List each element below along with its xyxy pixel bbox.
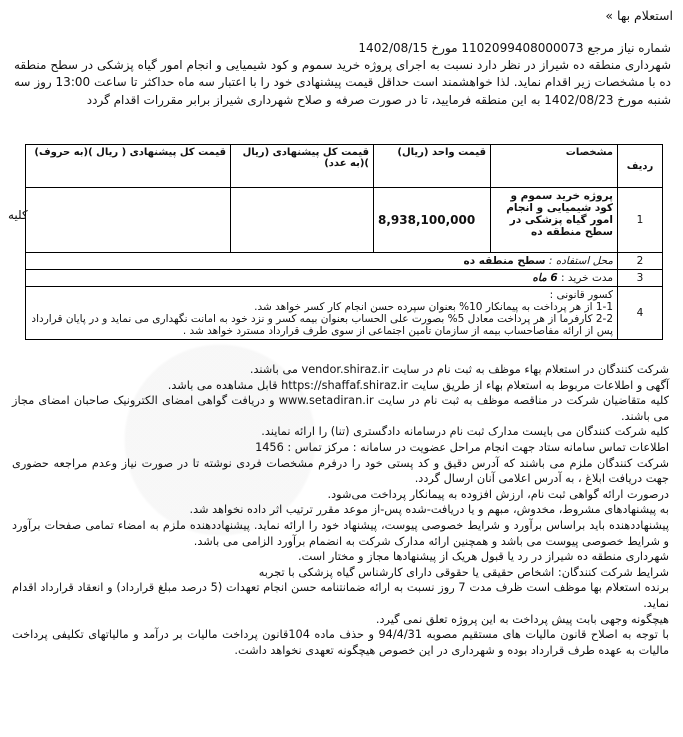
- conditions-list: [12, 362, 669, 658]
- usage-location-label: محل استفاده :: [548, 255, 613, 267]
- condition-item: با توجه به اصلاح قانون مالیات های مستقیم مصوبه 94/4/31 و حذف ماده 104قانون پرداخت مالیات بر درآمد و مالیاتهای تکلیفی پرداخت مالیات به عهده طرف قرارداد بوده و شهرداری در این خصوص هیچگونه تعهدی نخواهد داشت.: [12, 628, 669, 657]
- breadcrumb[interactable]: استعلام بها »: [605, 8, 673, 23]
- condition-item: هیچگونه وجهی بابت پیش پرداخت به این پروژه تعلق نمی گیرد.: [375, 612, 669, 626]
- total-numeric-cell[interactable]: [231, 188, 374, 253]
- condition-item: شهرداری منطقه ده شیراز در رد یا قبول هریک از پیشنهادها مجاز و مختار است.: [298, 550, 669, 564]
- intro-text: شهرداری منطقه ده شیراز در نظر دارد نسبت به اجرای پروژه خرید سموم و کود شیمیایی و انجام امور گیاه پزشکی در سطح منطقه ده با مشخصات زیر اقدام نماید. لذا خواهشمند است حداقل قیمت پیشنهادی خود را با اعتبار سه ماه حداکثر تا ساعت 13:00 روز سه شنبه مورخ 1402/08/23 به این منطقه فرمایید، تا در صورت صرفه و صلاح شهرداری شیراز برابر مقررات اقدام گردد: [14, 58, 671, 107]
- purchase-duration: [26, 270, 618, 287]
- header-total-numeric: قیمت کل پیشنهادی (ریال )(به عدد): [231, 145, 374, 188]
- usage-location-value: سطح منطقه ده: [463, 255, 546, 267]
- header-total-words: قیمت کل پیشنهادی ( ریال )(به حروف): [26, 145, 231, 188]
- item-spec: پروژه خرید سموم و کود شیمیایی و انجام امور گیاه پزشکی در سطح منطقه ده: [491, 188, 618, 253]
- condition-item: کلیه متقاضیان شرکت در مناقصه موظف به ثبت نام در سایت www.setadiran.ir و دریافت گواهی امضای الکترونیک صاحبان امضای مجاز می باشند.: [12, 394, 669, 423]
- side-label: کلیه: [8, 208, 28, 222]
- condition-item: شرکت کنندگان ملزم می باشند که آدرس دقیق و کد پستی خود را درفرم مشخصات فردی نوشته تا در صورت نیاز وعدم مراجعه حضوری جهت دریافت ابلاغ ، به آدرس اعلامی آنان ارسال گردد.: [12, 456, 669, 486]
- unit-price: 8,938,100,000: [374, 188, 491, 253]
- purchase-duration-value: 6 ماه: [532, 272, 558, 284]
- header-spec: مشخصات: [491, 145, 618, 188]
- condition-item: کلیه شرکت کنندگان می بایست مدارک ثبت نام درسامانه دادگستری (تنا) را ارائه نمایند.: [261, 425, 669, 439]
- condition-item: به پیشنهادهای مشروط، مخدوش، مبهم و یا دریافت-شده پس-از موعد مقرر ترتیب اثر داده نخواهد شد.: [189, 503, 669, 517]
- table-row: [26, 253, 663, 270]
- deductions-line-1: 1-1 از هر پرداخت به پیمانکار 10% بعنوان سپرده حسن انجام کار کسر خواهد شد.: [254, 301, 613, 313]
- intro-block: [14, 40, 671, 109]
- row-number: 2: [618, 253, 663, 270]
- condition-item: درصورت ارائه گواهی ثبت نام، ارزش افزوده به پیمانکار پرداخت می‌شود.: [327, 487, 669, 501]
- total-words-cell[interactable]: [26, 188, 231, 253]
- table-row: [26, 188, 663, 253]
- condition-item: آگهی و اطلاعات مربوط به استعلام بهاء از طریق سایت https://shaffaf.shiraz.ir قابل مشاهده می باشد.: [167, 378, 669, 392]
- header-row-no: ردیف: [618, 145, 663, 188]
- row-number: 3: [618, 270, 663, 287]
- reference-line: شماره نیاز مرجع 1102099408000073 مورخ 1402/08/15: [358, 41, 671, 55]
- legal-deductions: [26, 287, 618, 340]
- condition-item: اطلاعات تماس سامانه ستاد جهت انجام مراحل عضویت در سامانه : مرکز تماس : 1456: [255, 440, 669, 454]
- header-unit-price: قیمت واحد (ریال): [374, 145, 491, 188]
- condition-item: برنده استعلام بها موظف است ظرف مدت 7 روز نسبت به ارائه ضمانتنامه حسن انجام تعهدات (5 درصد مبلغ قرارداد) و انعقاد قرارداد اقدام نماید.: [12, 581, 669, 610]
- row-number: 1: [618, 188, 663, 253]
- usage-location: [26, 253, 618, 270]
- items-table: [25, 144, 663, 340]
- row-number: 4: [618, 287, 663, 340]
- table-row: [26, 270, 663, 287]
- condition-item: شرکت کنندگان در استعلام بهاء موظف به ثبت نام در سایت vendor.shiraz.ir می باشند.: [249, 363, 669, 376]
- deductions-line-2: 2-2 کارفرما از هر پرداخت معادل 5% بصورت علی الحساب بعنوان بیمه کسر و نزد خود به امانت نگهداری می نماید و در پایان قرارداد پس از ارائه مفاصاحساب بیمه از سازمان تامین اجتماعی از سوی طرف قرارداد مسترد خواهد شد .: [31, 313, 613, 337]
- deductions-title: کسور قانونی :: [549, 289, 613, 301]
- condition-item: پیشنهاددهنده باید براساس برآورد و شرایط خصوصی پیوست، پیشنهاد خود را ارائه نماید. پیشنهاددهنده ملزم به امضاء تمامی صفحات برآورد و شرایط خصوصی پیوست می باشد و همچنین ارائه مدارک شرکت به انضمام برآورد الزامی می باشد.: [12, 518, 669, 548]
- table-row: [26, 287, 663, 340]
- condition-item: شرایط شرکت کنندگان: اشخاص حقیقی یا حقوقی دارای کارشناس گیاه پزشکی با تجربه: [258, 565, 669, 579]
- purchase-duration-label: مدت خرید :: [561, 272, 613, 284]
- table-header-row: [26, 145, 663, 188]
